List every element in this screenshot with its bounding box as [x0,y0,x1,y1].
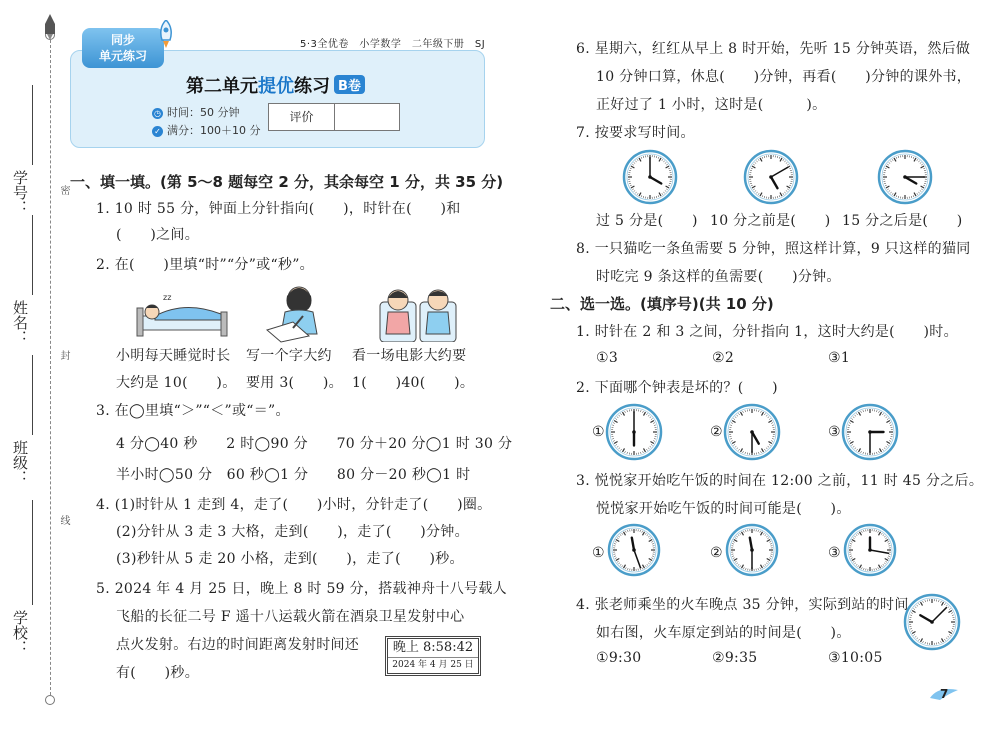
time-display-main: 晚上 8:58:42 [392,640,474,655]
q7-label-2: 10 分之前是( ) [710,213,831,229]
check-icon: ✓ [152,126,163,137]
q3-title: 3. 在◯里填“＞”“＜”或“＝”。 [96,403,290,419]
evaluation-label: 评价 [269,104,335,130]
school-label: 学校： [11,610,29,655]
s4-option-3: ③10:05 [828,650,883,666]
section2-title: 二、选一选。(填序号)(共 10 分) [550,295,774,313]
q7-clock-1-icon [624,151,676,203]
s2-clock-3-icon [843,405,897,459]
title-badge: B卷 [334,75,365,94]
mark-feng: 封 [58,350,69,360]
q2-c3-line2: 1( )40( )。 [352,375,475,391]
time-label: 时间：50 分钟 [167,106,240,119]
page-number: 7 [940,687,949,701]
section1-title: 一、填一填。(第 5～8 题每空 2 分，其余每空 1 分，共 35 分) [70,173,504,191]
logo-line-1: 同步 [110,33,135,47]
q2-title: 2. 在( )里填“时”“分”或“秒”。 [96,257,314,273]
s1-option-1: ①3 [596,350,619,366]
class-label: 班级： [11,440,29,485]
student-id-label: 学号： [11,170,29,215]
s1-question: 1. 时针在 2 和 3 之间，分针指向 1，这时大约是( )时。 [576,324,958,340]
title-post: 练习 [294,76,330,97]
s3-option-1: ① [592,545,605,561]
clock-icon: ◷ [152,108,163,119]
q7-label-1: 过 5 分是( ) [596,213,698,229]
s1-option-3: ③1 [828,350,851,366]
title-highlight: 提优 [258,76,294,97]
name-label: 姓名： [11,300,29,345]
s3-option-3: ③ [828,545,841,561]
s3-clock-1-icon [609,525,659,575]
mark-xian: 线 [58,515,69,525]
q2-c2-line2: 要用 3( )。 [246,375,343,391]
q2-c3-line1: 看一场电影大约要 [352,348,467,364]
s2-clock-1-icon [607,405,661,459]
s4-option-2: ②9:35 [712,650,758,666]
q1-line1: 1. 10 时 55 分，钟面上分针指向( )，时针在( )和 [96,201,461,217]
q6-line1: 6. 星期六，红红从早上 8 时开始，先听 15 分钟英语，然后做 [576,41,971,57]
s4-line1: 4. 张老师乘坐的火车晚点 35 分钟，实际到站的时间 [576,597,909,613]
q5-line2: 飞船的长征二号 F 遥十八运载火箭在酒泉卫星发射中心 [116,609,465,625]
s3-clock-3-icon [845,525,895,575]
time-display-date: 2024 年 4 月 25 日 [388,657,478,672]
s2-question: 2. 下面哪个钟表是坏的？( ) [576,380,778,396]
q5-line3: 点火发射。右边的时间距离发射时间还 [116,637,360,653]
s4-line2: 如右图，火车原定到站的时间是( )。 [596,625,851,641]
q4-line1: 4. (1)时针从 1 走到 4，走了( )小时，分针走了( )圈。 [96,497,492,513]
s2-option-1: ① [592,424,605,440]
svg-text:zz: zz [163,293,172,302]
s3-line1: 3. 悦悦家开始吃午饭的时间在 12:00 之前，11 时 45 分之后。 [576,473,984,489]
s2-option-3: ③ [828,424,841,440]
q6-line3: 正好过了 1 小时，这时是( )。 [596,97,827,113]
s3-clock-2-icon [727,525,777,575]
q2-c1-line1: 小明每天睡觉时长 [116,348,231,364]
q7-clock-3-icon [879,151,931,203]
q2-c1-line2: 大约是 10( )。 [116,375,237,391]
q7-label-3: 15 分之后是( ) [842,213,963,229]
q5-line1: 5. 2024 年 4 月 25 日，晚上 8 时 59 分，搭载神舟十八号载人 [96,581,507,597]
s3-option-2: ② [710,545,723,561]
title-pre: 第二单元 [186,76,258,97]
q1-line2: ( )之间。 [116,227,200,243]
score-label: 满分：100＋10 分 [167,124,261,137]
q2-c2-line1: 写一个字大约 [246,348,332,364]
q7-clock-2-icon [745,151,797,203]
q8-line2: 时吃完 9 条这样的鱼需要( )分钟。 [596,269,841,285]
s4-option-1: ①9:30 [596,650,642,666]
q6-line2: 10 分钟口算，休息( )分钟，再看( )分钟的课外书， [596,69,972,85]
q5-line4: 有( )秒。 [116,665,200,681]
s4-clock-icon [905,595,959,649]
logo-line-2: 单元练习 [98,49,147,63]
q3-row1: 4 分◯40 秒 2 时◯90 分 70 分＋20 分◯1 时 30 分 [116,436,513,452]
q4-line2: (2)分针从 3 走 3 大格，走到( )，走了( )分钟。 [116,524,469,540]
s2-clock-2-icon [725,405,779,459]
book-info: 5·3全优卷 小学数学 二年级下册 SJ [300,39,486,50]
s1-option-2: ②2 [712,350,735,366]
q7-title: 7. 按要求写时间。 [576,125,695,141]
mark-mi: 密 [58,185,69,195]
s2-option-2: ② [710,424,723,440]
q4-line3: (3)秒针从 5 走 20 小格，走到( )，走了( )秒。 [116,551,464,567]
s3-line2: 悦悦家开始吃午饭的时间可能是( )。 [596,501,851,517]
q8-line1: 8. 一只猫吃一条鱼需要 5 分钟，照这样计算，9 只这样的猫同 [576,241,971,257]
q3-row2: 半小时◯50 分 60 秒◯1 分 80 分－20 秒◯1 时 [116,467,471,483]
